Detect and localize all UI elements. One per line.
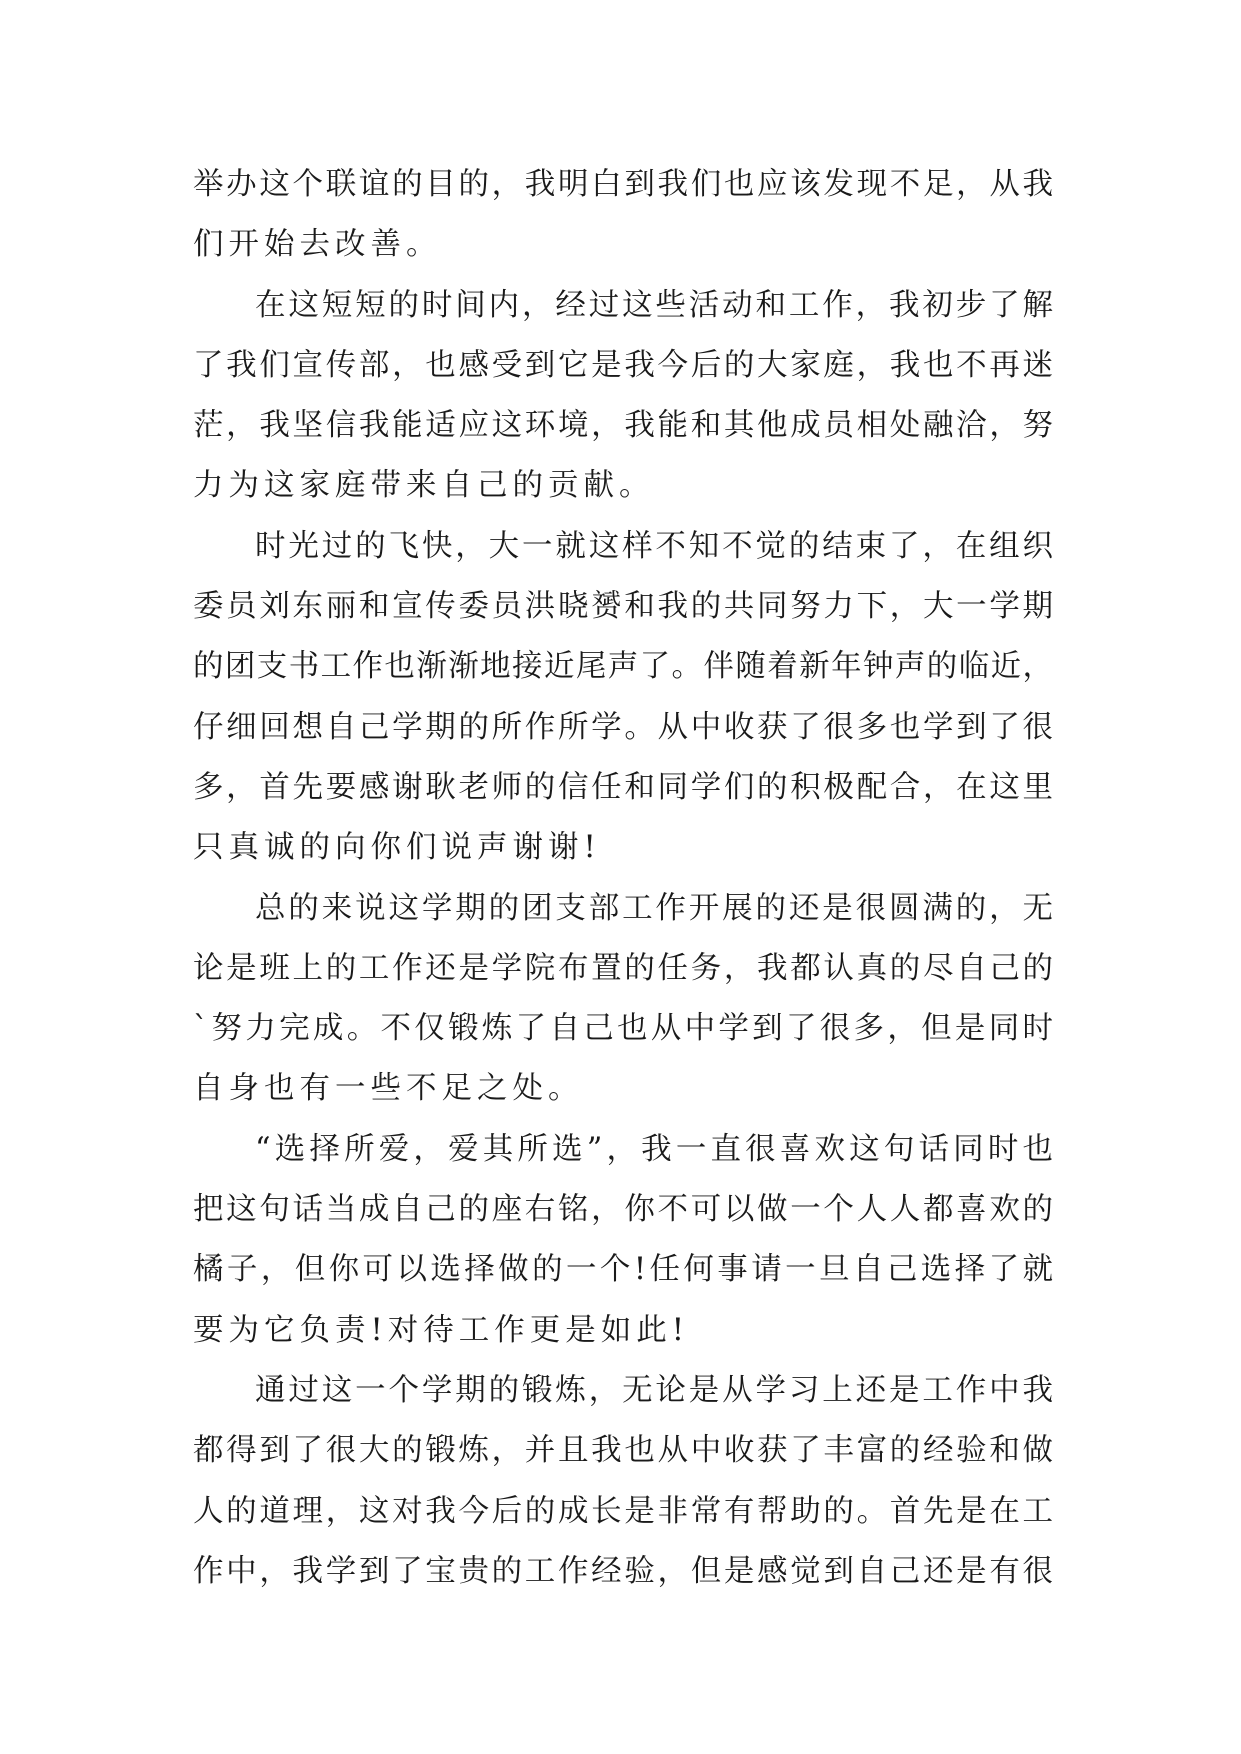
text-line: 要为它负责!对待工作更是如此!	[193, 1312, 690, 1348]
text-line: 的团支书工作也渐渐地接近尾声了。伴随着新年钟声的临近，	[193, 649, 1053, 685]
text-line: 委员刘东丽和宣传委员洪晓赟和我的共同努力下，大一学期	[193, 589, 1053, 625]
text-line: “选择所爱，爱其所选”，我一直很喜欢这句话同时也	[255, 1131, 1053, 1167]
text-line: 论是班上的工作还是学院布置的任务，我都认真的尽自己的	[193, 950, 1053, 986]
text-line: 总的来说这学期的团支部工作开展的还是很圆满的，无	[255, 890, 1053, 926]
text-line: 茫，我坚信我能适应这环境，我能和其他成员相处融洽，努	[193, 408, 1053, 444]
body-text	[193, 155, 1053, 1602]
text-line: 只真诚的向你们说声谢谢!	[193, 830, 601, 866]
text-line: 橘子，但你可以选择做的一个!任何事请一旦自己选择了就	[193, 1252, 1053, 1288]
text-line: `努力完成。不仅锻炼了自己也从中学到了很多，但是同时	[193, 1011, 1053, 1047]
text-line: 在这短短的时间内，经过这些活动和工作，我初步了解	[255, 287, 1053, 323]
text-line: 仔细回想自己学期的所作所学。从中收获了很多也学到了很	[193, 709, 1053, 745]
text-line: 都得到了很大的锻炼，并且我也从中收获了丰富的经验和做	[193, 1433, 1053, 1469]
text-line: 把这句话当成自己的座右铭，你不可以做一个人人都喜欢的	[193, 1192, 1053, 1228]
text-line: 们开始去改善。	[193, 227, 442, 263]
text-line: 通过这一个学期的锻炼，无论是从学习上还是工作中我	[255, 1372, 1053, 1408]
text-line: 了我们宣传部，也感受到它是我今后的大家庭，我也不再迷	[193, 347, 1053, 383]
text-line: 自身也有一些不足之处。	[193, 1071, 584, 1107]
text-line: 作中，我学到了宝贵的工作经验，但是感觉到自己还是有很	[193, 1553, 1053, 1589]
text-line: 人的道理，这对我今后的成长是非常有帮助的。首先是在工	[193, 1493, 1053, 1529]
text-line: 举办这个联谊的目的，我明白到我们也应该发现不足，从我	[193, 167, 1053, 202]
text-line: 时光过的飞快，大一就这样不知不觉的结束了，在组织	[255, 528, 1053, 564]
text-line: 力为这家庭带来自己的贡献。	[193, 468, 655, 504]
text-line: 多，首先要感谢耿老师的信任和同学们的积极配合，在这里	[193, 769, 1053, 805]
